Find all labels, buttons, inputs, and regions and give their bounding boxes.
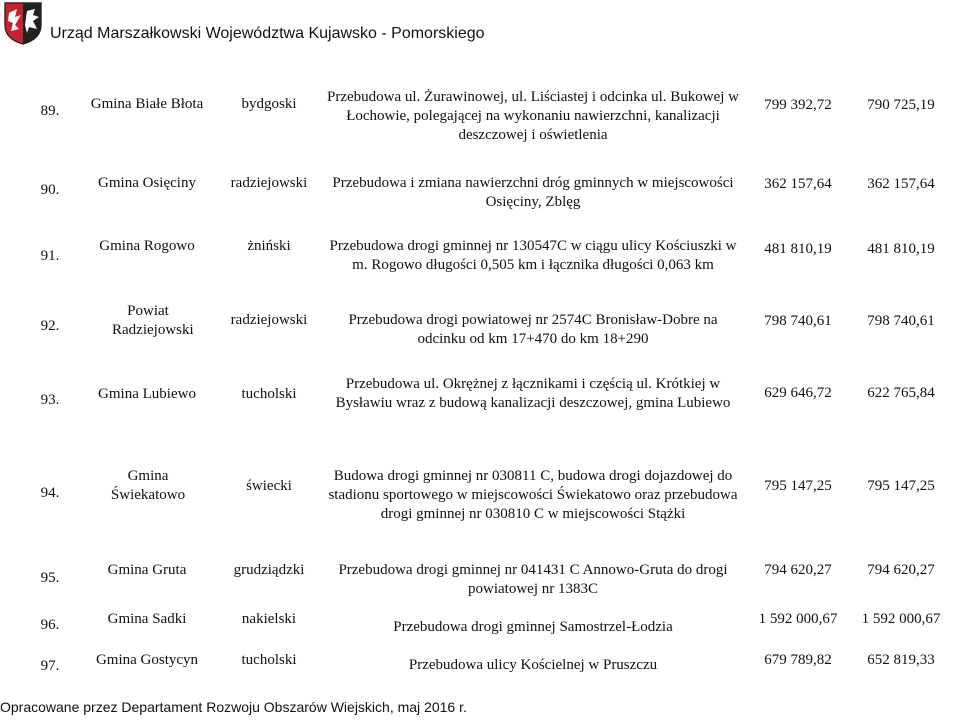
row-number: 93. xyxy=(40,392,60,408)
organization-title: Urząd Marszałkowski Województwa Kujawsko - Pomorskiego xyxy=(50,25,485,42)
funding-value: 362 157,64 xyxy=(867,176,935,192)
gmina-name: Powiat Radziejowski xyxy=(112,303,194,338)
project-value: 679 789,82 xyxy=(764,652,832,668)
project-value: 795 147,25 xyxy=(764,478,832,494)
powiat-name: radziejowski xyxy=(230,175,308,191)
row-number: 90. xyxy=(40,182,60,198)
row-number: 97. xyxy=(40,658,60,674)
project-value: 799 392,72 xyxy=(764,97,832,113)
row-number: 96. xyxy=(40,617,60,633)
powiat-name: nakielski xyxy=(241,611,297,627)
project-description: Budowa drogi gminnej nr 030811 C, budowa drogi dojazdowej do stadionu sportowego w miejscowości Świekatowo oraz przebudowa drogi gminnej nr 030810 C w miejscowości Stążki xyxy=(328,468,738,522)
gmina-name: Gmina Białe Błota xyxy=(90,96,204,112)
page-footer: Opracowane przez Departament Rozwoju Obszarów Wiejskich, maj 2016 r. xyxy=(0,699,467,715)
row-number: 95. xyxy=(40,570,60,586)
voivodeship-coat-of-arms-icon xyxy=(3,1,43,45)
row-number: 94. xyxy=(40,485,60,501)
row-number: 89. xyxy=(40,103,60,119)
gmina-name: Gmina Świekatowo xyxy=(110,468,186,503)
gmina-name: Gmina Osięciny xyxy=(98,175,196,191)
funding-value: 790 725,19 xyxy=(867,97,935,113)
powiat-name: bydgoski xyxy=(241,96,297,112)
powiat-name: świecki xyxy=(246,478,292,494)
project-value: 794 620,27 xyxy=(764,562,832,578)
gmina-name: Gmina Rogowo xyxy=(99,238,195,254)
powiat-name: tucholski xyxy=(241,652,297,668)
powiat-name: żniński xyxy=(247,238,291,254)
gmina-name: Gmina Lubiewo xyxy=(98,386,196,402)
funding-value: 798 740,61 xyxy=(867,313,935,329)
powiat-name: grudziądzki xyxy=(233,562,305,578)
project-value: 798 740,61 xyxy=(764,313,832,329)
row-number: 92. xyxy=(40,318,60,334)
project-description: Przebudowa drogi gminnej Samostrzel-Łodzia xyxy=(393,619,673,635)
project-value: 1 592 000,67 xyxy=(758,611,838,627)
funding-value: 481 810,19 xyxy=(867,241,935,257)
powiat-name: radziejowski xyxy=(230,312,308,328)
page-header xyxy=(0,0,960,56)
gmina-name: Gmina Gostycyn xyxy=(95,652,199,668)
project-value: 481 810,19 xyxy=(764,241,832,257)
project-description: Przebudowa drogi gminnej nr 041431 C Annowo-Gruta do drogi powiatowej nr 1383C xyxy=(338,562,728,597)
gmina-name: Gmina Gruta xyxy=(107,562,187,578)
funding-value: 652 819,33 xyxy=(867,652,935,668)
project-value: 629 646,72 xyxy=(764,385,832,401)
gmina-name: Gmina Sadki xyxy=(107,611,187,627)
funding-value: 1 592 000,67 xyxy=(861,611,941,627)
project-description: Przebudowa drogi powiatowej nr 2574C Bronisław-Dobre na odcinku od km 17+470 do km 18+290 xyxy=(348,312,718,347)
row-number: 91. xyxy=(40,248,60,264)
project-value: 362 157,64 xyxy=(764,176,832,192)
project-description: Przebudowa ul. Żurawinowej, ul. Liściastej i odcinka ul. Bukowej w Łochowie, polegającej na wykonaniu nawierzchni, kanalizacji deszczowej i oświetlenia xyxy=(327,89,739,143)
project-description: Przebudowa ul. Okrężnej z łącznikami i częścią ul. Krótkiej w Bysławiu wraz z budową kanalizacji deszczowej, gmina Lubiewo xyxy=(335,376,731,411)
powiat-name: tucholski xyxy=(241,386,297,402)
project-description: Przebudowa ulicy Kościelnej w Pruszczu xyxy=(408,657,658,673)
funding-value: 794 620,27 xyxy=(867,562,935,578)
funding-value: 795 147,25 xyxy=(867,478,935,494)
project-description: Przebudowa i zmiana nawierzchni dróg gminnych w miejscowości Osięciny, Zblęg xyxy=(332,175,734,210)
project-description: Przebudowa drogi gminnej nr 130547C w ciągu ulicy Kościuszki w m. Rogowo długości 0,505 km i łącznika długości 0,063 km xyxy=(329,238,737,273)
funding-value: 622 765,84 xyxy=(867,385,935,401)
